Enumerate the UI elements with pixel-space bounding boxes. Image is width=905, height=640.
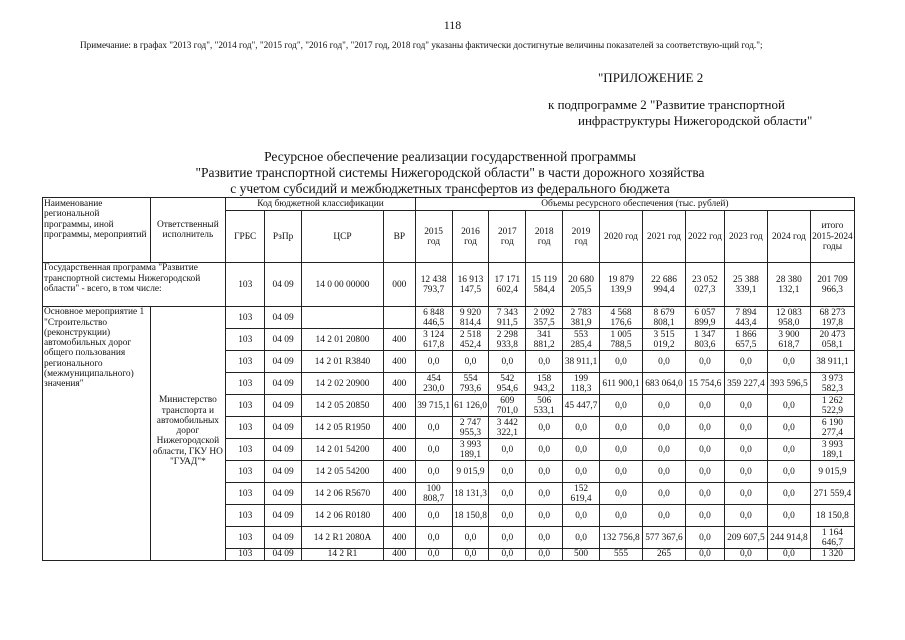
cell-2024: 0,0 <box>767 395 810 417</box>
cell-2022: 0,0 <box>685 395 724 417</box>
cell-2023: 0,0 <box>724 461 767 483</box>
cell-2019: 0,0 <box>563 505 600 527</box>
cell-2017: 0,0 <box>489 461 526 483</box>
header-grbs: ГРБС <box>226 211 265 263</box>
cell-2024: 3 900 618,7 <box>767 329 810 351</box>
cell-2021: 8 679 808,1 <box>642 307 685 329</box>
cell-2017: 17 171 602,4 <box>489 263 526 307</box>
cell-2020: 0,0 <box>599 395 642 417</box>
header-csr: ЦСР <box>302 211 384 263</box>
cell-2022: 15 754,6 <box>685 373 724 395</box>
cell-total: 3 973 582,3 <box>810 373 854 395</box>
cell-2019: 0,0 <box>563 461 600 483</box>
cell-vr: 400 <box>383 483 415 505</box>
cell-2022: 0,0 <box>685 461 724 483</box>
cell-vr: 400 <box>383 395 415 417</box>
cell-2020: 1 005 788,5 <box>599 329 642 351</box>
appendix-subtitle <box>548 97 848 129</box>
cell-2015: 0,0 <box>415 417 452 439</box>
cell-2018: 158 943,2 <box>526 373 563 395</box>
cell-2021: 0,0 <box>642 505 685 527</box>
note-text: Примечание: в графах "2013 год", "2014 год", "2015 год", "2016 год", "2017 год, 2018 год" указаны фактически достигнутые величины показателей за соответствую-щий год."; <box>80 40 763 50</box>
resource-table <box>42 197 855 561</box>
cell-2018: 341 881,2 <box>526 329 563 351</box>
cell-2020: 0,0 <box>599 351 642 373</box>
cell-rzpr: 04 09 <box>265 307 302 329</box>
cell-2016: 3 993 189,1 <box>452 439 489 461</box>
cell-2017: 7 343 911,5 <box>489 307 526 329</box>
cell-2018: 0,0 <box>526 417 563 439</box>
cell-2018: 15 119 584,4 <box>526 263 563 307</box>
cell-2020: 4 568 176,6 <box>599 307 642 329</box>
cell-2019: 0,0 <box>563 439 600 461</box>
cell-2024: 0,0 <box>767 351 810 373</box>
cell-rzpr: 04 09 <box>265 549 302 560</box>
header-2016: 2016 год <box>452 211 489 263</box>
cell-2020: 0,0 <box>599 439 642 461</box>
cell-2018: 0,0 <box>526 527 563 549</box>
cell-2015: 39 715,1 <box>415 395 452 417</box>
cell-2015: 6 848 446,5 <box>415 307 452 329</box>
cell-2020: 0,0 <box>599 417 642 439</box>
cell-2015: 0,0 <box>415 527 452 549</box>
cell-total: 1 320 <box>810 549 854 560</box>
cell-2016: 0,0 <box>452 351 489 373</box>
cell-rzpr: 04 09 <box>265 373 302 395</box>
cell-vr: 400 <box>383 461 415 483</box>
cell-total: 68 273 197,8 <box>810 307 854 329</box>
cell-2023: 0,0 <box>724 395 767 417</box>
cell-vr: 400 <box>383 505 415 527</box>
heading-line-3: с учетом субсидий и межбюджетных трансфертов из федерального бюджета <box>230 181 670 196</box>
cell-2021: 0,0 <box>642 395 685 417</box>
cell-vr <box>383 307 415 329</box>
cell-2018: 0,0 <box>526 439 563 461</box>
cell-vr: 400 <box>383 351 415 373</box>
cell-2021: 0,0 <box>642 417 685 439</box>
cell-2017: 0,0 <box>489 505 526 527</box>
header-name: Наименование региональной программы, иной программы, мероприятий <box>43 198 151 263</box>
cell-2015: 0,0 <box>415 505 452 527</box>
cell-csr: 14 2 R1 2080A <box>302 527 384 549</box>
cell-2016: 0,0 <box>452 527 489 549</box>
cell-grbs: 103 <box>226 351 265 373</box>
cell-2018: 0,0 <box>526 505 563 527</box>
cell-grbs: 103 <box>226 307 265 329</box>
cell-2023: 0,0 <box>724 505 767 527</box>
cell-2016: 18 131,3 <box>452 483 489 505</box>
cell-2022: 0,0 <box>685 527 724 549</box>
cell-rzpr: 04 09 <box>265 527 302 549</box>
cell-2024: 0,0 <box>767 461 810 483</box>
cell-2016: 2 518 452,4 <box>452 329 489 351</box>
cell-2016: 61 126,0 <box>452 395 489 417</box>
cell-2017: 0,0 <box>489 439 526 461</box>
cell-vr: 400 <box>383 373 415 395</box>
cell-2020: 611 900,1 <box>599 373 642 395</box>
cell-2024: 244 914,8 <box>767 527 810 549</box>
cell-2021: 3 515 019,2 <box>642 329 685 351</box>
header-total: итого 2015-2024 годы <box>810 211 854 263</box>
cell-csr: 14 0 00 00000 <box>302 263 384 307</box>
cell-grbs: 103 <box>226 527 265 549</box>
header-2018: 2018 год <box>526 211 563 263</box>
cell-2022: 0,0 <box>685 483 724 505</box>
cell-rzpr: 04 09 <box>265 395 302 417</box>
page-number: 118 <box>443 18 462 32</box>
cell-2024: 0,0 <box>767 439 810 461</box>
cell-rzpr: 04 09 <box>265 505 302 527</box>
cell-2023: 1 866 657,5 <box>724 329 767 351</box>
cell-2023: 7 894 443,4 <box>724 307 767 329</box>
cell-rzpr: 04 09 <box>265 351 302 373</box>
cell-2017: 3 442 322,1 <box>489 417 526 439</box>
cell-vr: 400 <box>383 549 415 560</box>
header-code-group: Код бюджетной классификации <box>226 198 415 211</box>
cell-2015: 0,0 <box>415 439 452 461</box>
cell-csr <box>302 307 384 329</box>
cell-2015: 0,0 <box>415 351 452 373</box>
header-2020: 2020 год <box>599 211 642 263</box>
cell-csr: 14 2 05 20850 <box>302 395 384 417</box>
cell-2023: 0,0 <box>724 417 767 439</box>
cell-2015: 0,0 <box>415 461 452 483</box>
cell-csr: 14 2 01 R3840 <box>302 351 384 373</box>
cell-2020: 19 879 139,9 <box>599 263 642 307</box>
cell-2016: 16 913 147,5 <box>452 263 489 307</box>
cell-vr: 400 <box>383 527 415 549</box>
cell-2019: 500 <box>563 549 600 560</box>
cell-2018: 0,0 <box>526 549 563 560</box>
cell-total: 18 150,8 <box>810 505 854 527</box>
header-2024: 2024 год <box>767 211 810 263</box>
header-2023: 2023 год <box>724 211 767 263</box>
cell-rzpr: 04 09 <box>265 461 302 483</box>
cell-vr: 400 <box>383 417 415 439</box>
header-responsible: Ответственный исполнитель <box>150 198 226 263</box>
header-volumes-group: Объемы ресурсного обеспечения (тыс. рублей) <box>415 198 854 211</box>
cell-2015: 100 808,7 <box>415 483 452 505</box>
cell-2023: 209 607,5 <box>724 527 767 549</box>
cell-2021: 0,0 <box>642 439 685 461</box>
cell-rzpr: 04 09 <box>265 483 302 505</box>
cell-2020: 0,0 <box>599 505 642 527</box>
cell-2016: 2 747 955,3 <box>452 417 489 439</box>
cell-grbs: 103 <box>226 439 265 461</box>
cell-2019: 45 447,7 <box>563 395 600 417</box>
cell-2024: 12 083 958,0 <box>767 307 810 329</box>
cell-rzpr: 04 09 <box>265 439 302 461</box>
program-row <box>43 263 855 307</box>
cell-2022: 23 052 027,3 <box>685 263 724 307</box>
header-2019: 2019 год <box>563 211 600 263</box>
cell-grbs: 103 <box>226 373 265 395</box>
cell-2022: 0,0 <box>685 505 724 527</box>
cell-csr: 14 2 05 54200 <box>302 461 384 483</box>
cell-2019: 553 285,4 <box>563 329 600 351</box>
cell-2019: 2 783 381,9 <box>563 307 600 329</box>
cell-2019: 20 680 205,5 <box>563 263 600 307</box>
cell-2022: 6 057 899,9 <box>685 307 724 329</box>
cell-2017: 2 298 933,8 <box>489 329 526 351</box>
appendix-line-1: к подпрограмме 2 "Развитие транспортной <box>548 97 785 112</box>
header-vr: ВР <box>383 211 415 263</box>
cell-2019: 199 118,3 <box>563 373 600 395</box>
cell-2018: 2 092 357,5 <box>526 307 563 329</box>
cell-2019: 0,0 <box>563 417 600 439</box>
cell-total: 3 993 189,1 <box>810 439 854 461</box>
heading-line-2: "Развитие транспортной системы Нижегородской области" в части дорожного хозяйства <box>195 165 705 180</box>
cell-2022: 0,0 <box>685 439 724 461</box>
cell-2021: 0,0 <box>642 483 685 505</box>
cell-total: 6 190 277,4 <box>810 417 854 439</box>
cell-grbs: 103 <box>226 549 265 560</box>
cell-rzpr: 04 09 <box>265 417 302 439</box>
cell-2020: 0,0 <box>599 483 642 505</box>
cell-2020: 132 756,8 <box>599 527 642 549</box>
cell-rzpr: 04 09 <box>265 263 302 307</box>
header-2022: 2022 год <box>685 211 724 263</box>
cell-2015: 0,0 <box>415 549 452 560</box>
cell-rzpr: 04 09 <box>265 329 302 351</box>
cell-2021: 683 064,0 <box>642 373 685 395</box>
cell-2023: 25 388 339,1 <box>724 263 767 307</box>
cell-total: 9 015,9 <box>810 461 854 483</box>
cell-2015: 454 230,0 <box>415 373 452 395</box>
responsible-executor <box>150 307 226 560</box>
cell-2021: 0,0 <box>642 351 685 373</box>
cell-2016: 9 015,9 <box>452 461 489 483</box>
cell-total: 38 911,1 <box>810 351 854 373</box>
cell-2016: 554 793,6 <box>452 373 489 395</box>
cell-2018: 0,0 <box>526 351 563 373</box>
cell-total: 20 473 058,1 <box>810 329 854 351</box>
cell-2024: 393 596,5 <box>767 373 810 395</box>
program-name: Государственная программа "Развитие транспортной системы Нижегородской области" - всего, в том числе: <box>43 263 226 307</box>
cell-2015: 3 124 617,8 <box>415 329 452 351</box>
cell-total: 201 709 966,3 <box>810 263 854 307</box>
cell-csr: 14 2 02 20900 <box>302 373 384 395</box>
cell-csr: 14 2 01 54200 <box>302 439 384 461</box>
measure-name: Основное мероприятие 1 "Строительство (реконструкции) автомобильных дорог общего пользования регионального (межмуниципального) значения" <box>43 307 151 560</box>
cell-vr: 000 <box>383 263 415 307</box>
cell-2018: 506 533,1 <box>526 395 563 417</box>
cell-grbs: 103 <box>226 505 265 527</box>
cell-vr: 400 <box>383 329 415 351</box>
measure-first-row <box>43 307 855 329</box>
cell-2022: 1 347 803,6 <box>685 329 724 351</box>
cell-2023: 359 227,4 <box>724 373 767 395</box>
cell-grbs: 103 <box>226 263 265 307</box>
cell-2023: 0,0 <box>724 483 767 505</box>
cell-grbs: 103 <box>226 329 265 351</box>
cell-2024: 0,0 <box>767 483 810 505</box>
cell-2016: 18 150,8 <box>452 505 489 527</box>
cell-total: 1 164 646,7 <box>810 527 854 549</box>
header-2015: 2015 год <box>415 211 452 263</box>
cell-csr: 14 2 06 R5670 <box>302 483 384 505</box>
cell-2020: 555 <box>599 549 642 560</box>
cell-grbs: 103 <box>226 483 265 505</box>
cell-csr: 14 2 05 R1950 <box>302 417 384 439</box>
cell-2017: 0,0 <box>489 483 526 505</box>
cell-2018: 0,0 <box>526 483 563 505</box>
cell-2023: 0,0 <box>724 351 767 373</box>
cell-2024: 0,0 <box>767 417 810 439</box>
cell-2024: 0,0 <box>767 505 810 527</box>
cell-2020: 0,0 <box>599 461 642 483</box>
header-row-1 <box>43 198 855 211</box>
header-rzpr: РзПр <box>265 211 302 263</box>
cell-total: 271 559,4 <box>810 483 854 505</box>
appendix-title: "ПРИЛОЖЕНИЕ 2 <box>598 70 704 85</box>
cell-2023: 0,0 <box>724 549 767 560</box>
header-2017: 2017 год <box>489 211 526 263</box>
cell-2021: 577 367,6 <box>642 527 685 549</box>
cell-2017: 0,0 <box>489 527 526 549</box>
cell-csr: 14 2 01 20800 <box>302 329 384 351</box>
heading-line-1: Ресурсное обеспечение реализации государственной программы <box>264 149 636 164</box>
cell-grbs: 103 <box>226 461 265 483</box>
cell-2022: 0,0 <box>685 351 724 373</box>
cell-2017: 609 701,0 <box>489 395 526 417</box>
cell-grbs: 103 <box>226 417 265 439</box>
cell-2017: 0,0 <box>489 549 526 560</box>
cell-2019: 0,0 <box>563 527 600 549</box>
cell-2024: 0,0 <box>767 549 810 560</box>
cell-2021: 0,0 <box>642 461 685 483</box>
cell-2015: 12 438 793,7 <box>415 263 452 307</box>
cell-2022: 0,0 <box>685 417 724 439</box>
cell-2018: 0,0 <box>526 461 563 483</box>
cell-2024: 28 380 132,1 <box>767 263 810 307</box>
cell-2016: 9 920 814,4 <box>452 307 489 329</box>
cell-2021: 22 686 994,4 <box>642 263 685 307</box>
responsible-text: Министерство транспорта и автомобильных дорог Нижегородской области, ГКУ НО "ГУАД"* <box>152 395 223 468</box>
cell-2023: 0,0 <box>724 439 767 461</box>
cell-total: 1 262 522,9 <box>810 395 854 417</box>
cell-csr: 14 2 R1 <box>302 549 384 560</box>
cell-2017: 542 954,6 <box>489 373 526 395</box>
appendix-line-2: инфраструктуры Нижегородской области" <box>578 113 813 128</box>
cell-2017: 0,0 <box>489 351 526 373</box>
cell-2022: 0,0 <box>685 549 724 560</box>
header-2021: 2021 год <box>642 211 685 263</box>
cell-2016: 0,0 <box>452 549 489 560</box>
document-heading <box>80 149 820 197</box>
cell-csr: 14 2 06 R0180 <box>302 505 384 527</box>
cell-2021: 265 <box>642 549 685 560</box>
cell-2019: 152 619,4 <box>563 483 600 505</box>
cell-grbs: 103 <box>226 395 265 417</box>
cell-vr: 400 <box>383 439 415 461</box>
cell-2019: 38 911,1 <box>563 351 600 373</box>
